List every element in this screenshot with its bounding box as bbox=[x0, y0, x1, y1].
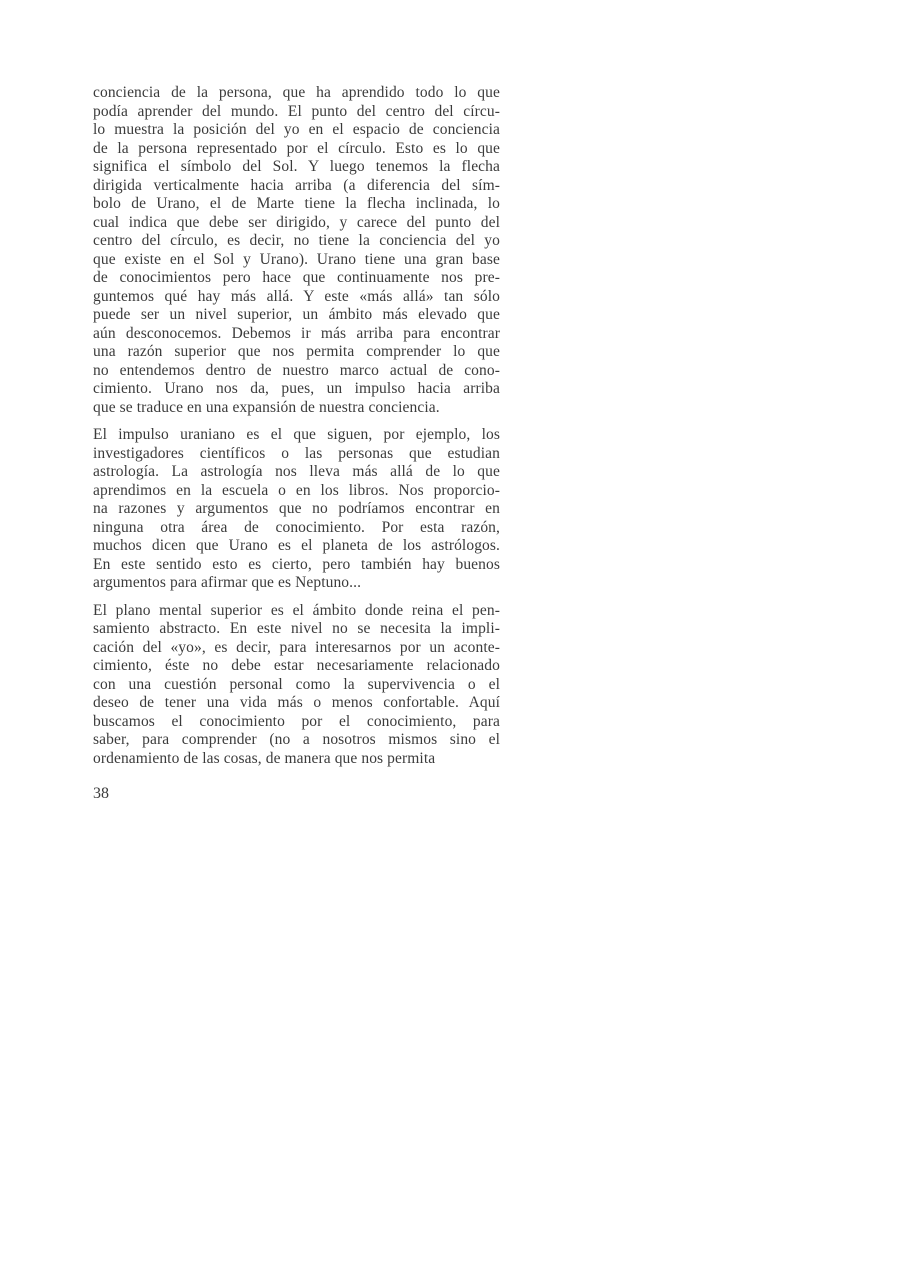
page-number: 38 bbox=[93, 785, 109, 802]
text-line: muchos dicen que Urano es el planeta de los astrólogos. bbox=[93, 537, 500, 554]
paragraph bbox=[93, 84, 500, 417]
text-line: que se traduce en una expansión de nuestra conciencia. bbox=[93, 398, 440, 416]
text-line: de la persona representado por el círculo. Esto es lo que bbox=[93, 139, 500, 157]
text-line: una razón superior que nos permita comprender lo que bbox=[93, 343, 500, 360]
text-line: dirigida verticalmente hacia arriba (a diferencia del sím- bbox=[93, 176, 500, 194]
text-line: significa el símbolo del Sol. Y luego tenemos la flecha bbox=[93, 158, 500, 175]
text-line: cual indica que debe ser dirigido, y carece del punto del bbox=[93, 213, 500, 231]
text-line: con una cuestión personal como la supervivencia o el bbox=[93, 675, 500, 693]
text-line: bolo de Urano, el de Marte tiene la flecha inclinada, lo bbox=[93, 195, 500, 212]
text-line: ninguna otra área de conocimiento. Por esta razón, bbox=[93, 518, 500, 536]
text-line: podía aprender del mundo. El punto del centro del círcu- bbox=[93, 102, 500, 120]
text-line: na razones y argumentos que no podríamos encontrar en bbox=[93, 500, 500, 517]
text-line: cimiento. Urano nos da, pues, un impulso hacia arriba bbox=[93, 380, 500, 397]
text-line: El plano mental superior es el ámbito donde reina el pen- bbox=[93, 601, 500, 619]
text-line: lo muestra la posición del yo en el espacio de conciencia bbox=[93, 121, 500, 138]
text-line: aprendimos en la escuela o en los libros. Nos proporcio- bbox=[93, 481, 500, 499]
text-line: deseo de tener una vida más o menos confortable. Aquí bbox=[93, 694, 500, 711]
text-line: centro del círculo, es decir, no tiene la conciencia del yo bbox=[93, 232, 500, 249]
text-line: conciencia de la persona, que ha aprendido todo lo que bbox=[93, 84, 500, 101]
text-line: En este sentido esto es cierto, pero también hay buenos bbox=[93, 555, 500, 573]
text-line: argumentos para afirmar que es Neptuno... bbox=[93, 574, 362, 591]
text-line: no entendemos dentro de nuestro marco actual de cono- bbox=[93, 361, 500, 379]
paragraph bbox=[93, 426, 500, 593]
text-line: samiento abstracto. En este nivel no se necesita la impli- bbox=[93, 620, 500, 637]
text-line: ordenamiento de las cosas, de manera que nos permita bbox=[93, 749, 436, 767]
text-line: puede ser un nivel superior, un ámbito más elevado que bbox=[93, 306, 500, 323]
text-block bbox=[93, 84, 500, 777]
text-line: El impulso uraniano es el que siguen, por ejemplo, los bbox=[93, 426, 500, 443]
text-line: cimiento, éste no debe estar necesariamente relacionado bbox=[93, 657, 500, 674]
text-line: guntemos qué hay más allá. Y este «más allá» tan sólo bbox=[93, 287, 500, 305]
text-line: cación del «yo», es decir, para interesarnos por un aconte- bbox=[93, 638, 500, 656]
text-line: astrología. La astrología nos lleva más allá de lo que bbox=[93, 463, 500, 480]
text-line: que existe en el Sol y Urano). Urano tiene una gran base bbox=[93, 250, 500, 268]
text-line: aún desconocemos. Debemos ir más arriba para encontrar bbox=[93, 324, 500, 342]
text-line: de conocimientos pero hace que continuamente nos pre- bbox=[93, 269, 500, 286]
text-line: saber, para comprender (no a nosotros mismos sino el bbox=[93, 731, 500, 748]
text-line: buscamos el conocimiento por el conocimiento, para bbox=[93, 712, 500, 730]
paragraph bbox=[93, 602, 500, 769]
text-line: investigadores científicos o las personas que estudian bbox=[93, 444, 500, 462]
